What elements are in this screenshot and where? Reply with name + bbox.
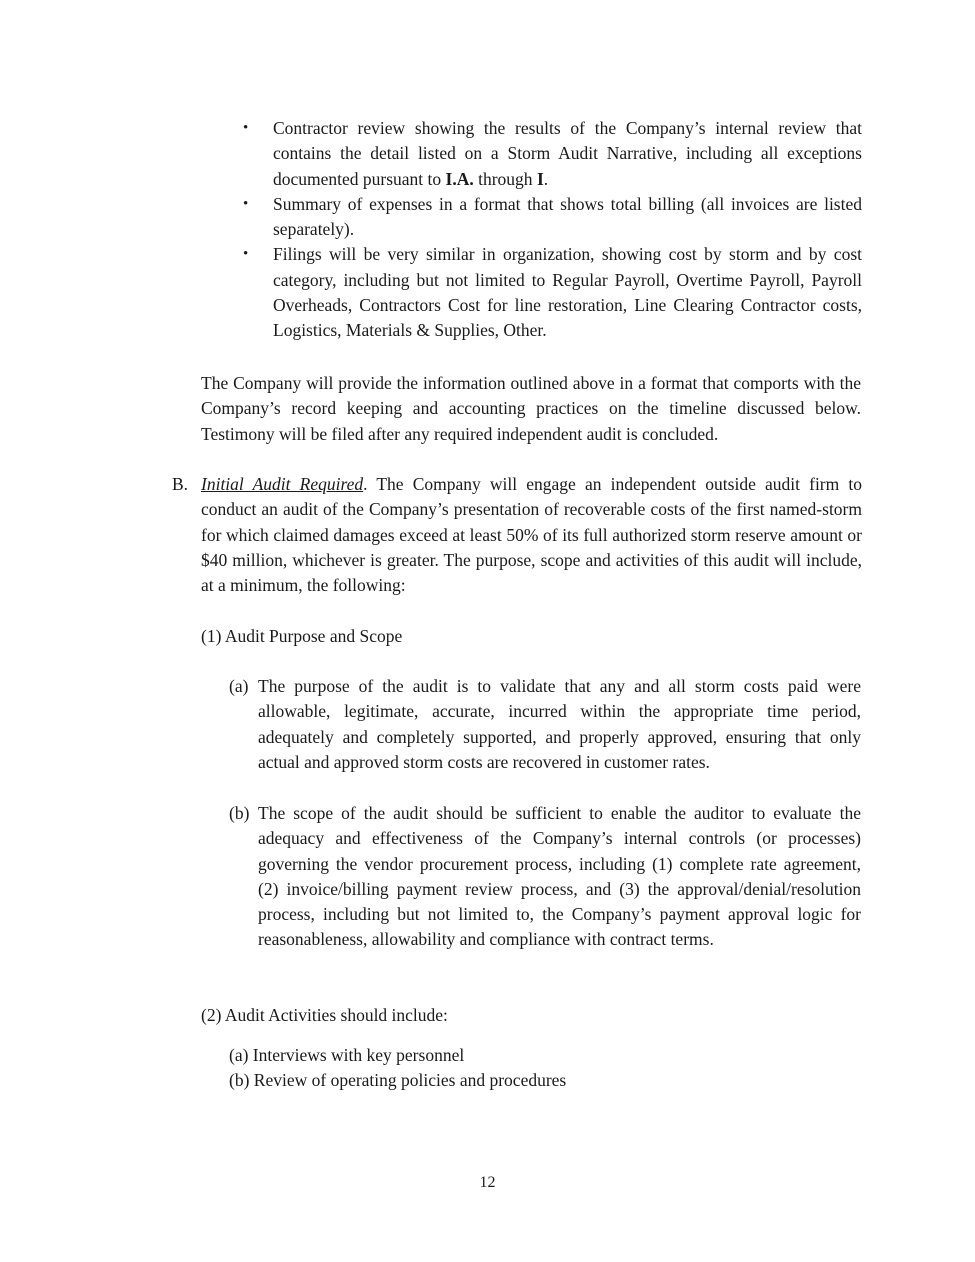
bullet-icon: •: [243, 195, 249, 212]
bold-ref: I: [536, 168, 544, 189]
item-1-heading: (1) Audit Purpose and Scope: [201, 626, 403, 646]
bullet-item-contractor-review: [240, 116, 862, 192]
item-text: The scope of the audit should be sufficient to enable the auditor to evaluate the adequacy and effectiveness of the Company’s internal controls (or processes) governing the vendor procurement process, including (1) complete rate agreement, (2) invoice/billing payment review process, and (3) the approval/denial/resolution process, including but not limited to, the Company’s payment approval logic for reasonableness, allowability and compliance with contract terms.: [258, 803, 861, 950]
bullet-item-summary-of-expenses: [240, 192, 862, 243]
item-2b: (b) Review of operating policies and procedures: [229, 1070, 567, 1090]
bullet-item-filings: [240, 242, 862, 343]
section-heading: Initial Audit Required: [201, 474, 364, 494]
item-label: (a): [229, 676, 249, 696]
section-b: [172, 472, 862, 598]
bold-ref: I.A.: [445, 168, 474, 189]
bullet-text: .: [543, 168, 549, 189]
section-b-body: [201, 472, 862, 598]
section-label: B.: [172, 474, 189, 494]
bullet-text: Summary of expenses in a format that shows total billing (all invoices are listed separately).: [273, 193, 862, 240]
bullet-list: [240, 116, 862, 344]
page-number: 12: [479, 1174, 496, 1191]
item-1a: [229, 674, 861, 775]
item-label: (b): [229, 803, 250, 823]
item-2a: (a) Interviews with key personnel: [229, 1045, 465, 1065]
bullet-icon: •: [243, 120, 249, 136]
item-2-heading: (2) Audit Activities should include:: [201, 1005, 448, 1025]
item-text: The purpose of the audit is to validate that any and all storm costs paid were allowable, legitimate, accurate, incurred within the appropriate time period, adequately and completely supported, and properly approved, ensuring that only actual and approved storm costs are recovered in customer rates.: [258, 676, 861, 772]
bullet-text: Filings will be very similar in organization, showing cost by storm and by cost category, including but not limited to Regular Payroll, Overtime Payroll, Payroll Overheads, Contractors Cost for line restoration, Line Clearing Contractor costs, Logistics, Materials & Supplies, Other.: [273, 244, 862, 341]
paragraph-company-information: The Company will provide the information outlined above in a format that comports with the Company’s record keeping and accounting practices on the timeline discussed below. Testimony will be filed after any required independent audit is concluded.: [201, 373, 861, 444]
bullet-text: through: [473, 168, 537, 189]
item-1b: [229, 801, 861, 953]
bullet-text: Contractor review showing the results of the Company’s internal review that contains the detail listed on a Storm Audit Narrative, including all exceptions documented pursuant to: [273, 118, 862, 189]
bullet-icon: •: [243, 246, 249, 263]
section-heading-punct: .: [363, 474, 368, 494]
section-text: The Company will engage an independent outside audit firm to conduct an audit of the Company’s presentation of recoverable costs of the first named-storm for which claimed damages exceed at least 50% of its full authorized storm reserve amount or $40 million, whichever is greater. The purpose, scope and activities of this audit will include, at a minimum, the following:: [201, 474, 862, 596]
